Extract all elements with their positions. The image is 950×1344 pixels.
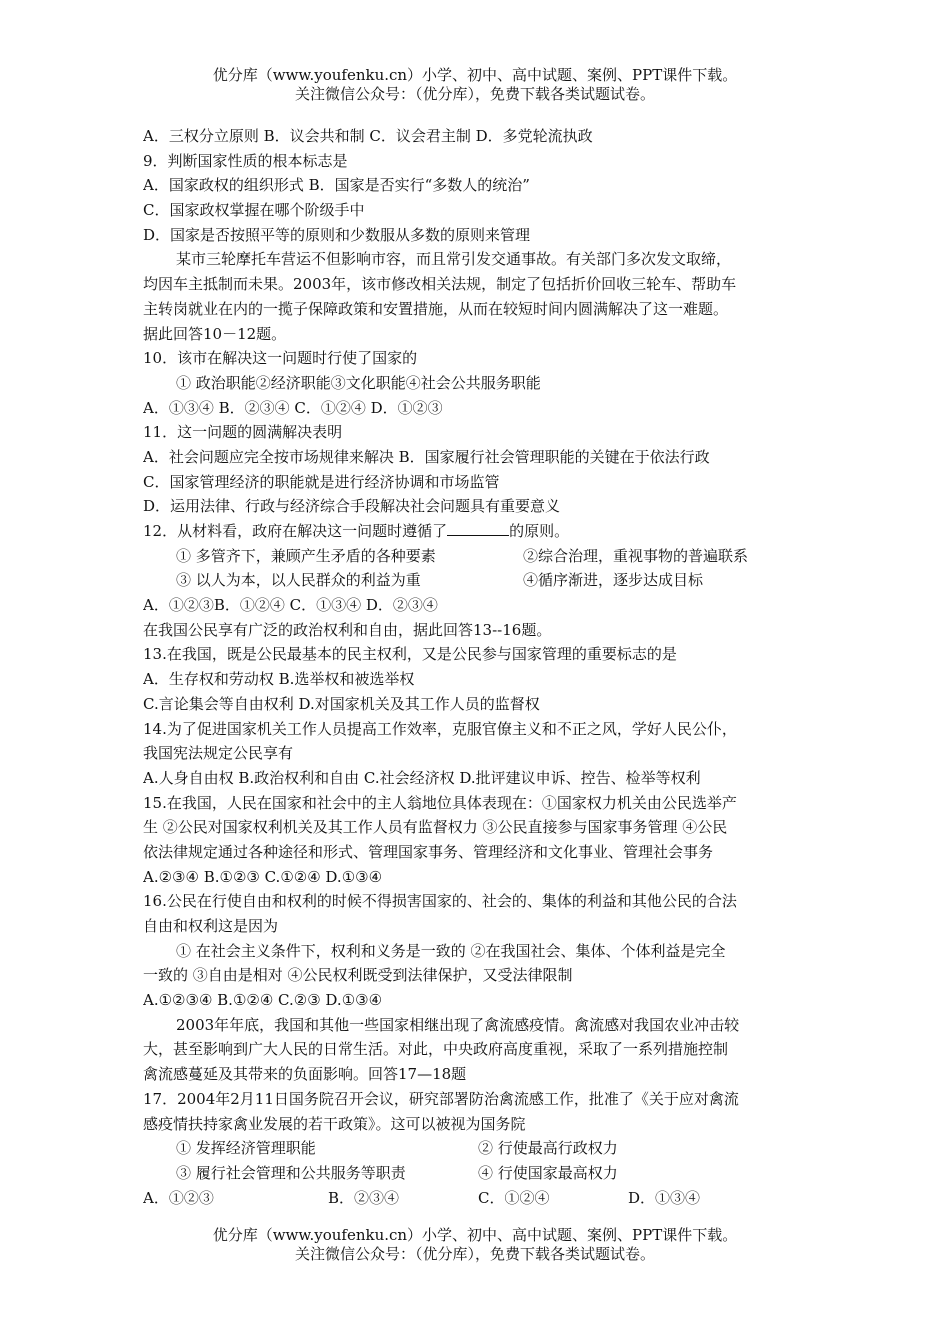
fill-in-blank <box>447 521 509 536</box>
q17-stem-line-2: 感疫情扶持家禽业发展的若干政策》。这可以被视为国务院 <box>143 1114 526 1133</box>
question-body <box>143 124 808 1210</box>
q15-stem-line-1: 15.在我国，人民在国家和社会中的主人翁地位具体表现在：①国家权力机关由公民选举产 <box>143 793 737 812</box>
q12-item-3: ③ 以人为本，以人民群众的利益为重 <box>176 571 421 590</box>
q10-stem: 10．该市在解决这一问题时行使了国家的 <box>143 349 418 368</box>
q13-option-ab: A．生存权和劳动权 B.选举权和被选举权 <box>143 670 415 689</box>
material-1-line-2: 均因车主抵制而未果。2003年，该市修改相关法规，制定了包括折价回收三轮车、帮助车 <box>143 275 737 294</box>
q17-items-row-2 <box>143 1161 808 1186</box>
q15-stem-line-2: 生 ②公民对国家权利机关及其工作人员有监督权力 ③公民直接参与国家事务管理 ④公民 <box>143 818 728 837</box>
material-1-line-3: 主转岗就业在内的一揽子保障政策和安置措施，从而在较短时间内圆满解决了这一难题。 <box>143 299 729 318</box>
q11-option-ab: A．社会问题应完全按市场规律来解决 B．国家履行社会管理职能的关键在于依法行政 <box>143 447 710 466</box>
page-header <box>0 66 950 104</box>
q12-item-2: ②综合治理，重视事物的普遍联系 <box>523 546 749 565</box>
q8-options: A．三权分立原则 B．议会共和制 C．议会君主制 D．多党轮流执政 <box>143 127 593 145</box>
material-3-line-1: 2003年年底，我国和其他一些国家相继出现了禽流感疫情。禽流感对我国农业冲击较 <box>176 1015 740 1034</box>
q12-items-row-1 <box>143 544 808 569</box>
footer-line-2: 关注微信公众号：（优分库），免费下载各类试题试卷。 <box>294 1245 655 1263</box>
q17-options <box>143 1186 808 1211</box>
q16-stem-line-2: 自由和权利这是因为 <box>143 917 279 935</box>
q12-stem-text: 12．从材料看，政府在解决这一问题时遵循了 <box>143 522 448 540</box>
header-line-2: 关注微信公众号：（优分库），免费下载各类试题试卷。 <box>294 85 655 103</box>
q11-stem: 11．这一问题的圆满解决表明 <box>143 423 343 442</box>
q10-items: ① 政治职能②经济职能③文化职能④社会公共服务职能 <box>176 373 541 392</box>
q17-stem-line-1: 17．2004年2月11日国务院召开会议，研究部署防治禽流感工作，批准了《关于应对禽流 <box>143 1089 739 1108</box>
q17-option-b: B．②③④ <box>328 1188 400 1207</box>
q15-stem-line-3: 依法律规定通过各种途径和形式、管理国家事务、管理经济和文化事业、管理社会事务 <box>143 842 714 861</box>
q17-item-2: ② 行使最高行政权力 <box>478 1139 618 1158</box>
q9-option-c: C．国家政权掌握在哪个阶级手中 <box>143 201 365 220</box>
q17-item-4: ④ 行使国家最高权力 <box>478 1163 618 1182</box>
material-1-line-1: 某市三轮摩托车营运不但影响市容，而且常引发交通事故。有关部门多次发文取缔， <box>176 250 732 269</box>
q11-option-d: D．运用法律、行政与经济综合手段解决社会问题具有重要意义 <box>143 497 561 516</box>
q17-item-1: ① 发挥经济管理职能 <box>176 1139 316 1158</box>
material-1-line-4: 据此回答10－12题。 <box>143 324 287 343</box>
q12-stem-tail: 的原则。 <box>509 522 570 540</box>
q17-option-c: C．①②④ <box>478 1188 550 1207</box>
q17-items-row-1 <box>143 1136 808 1161</box>
q14-options: A.人身自由权 B.政治权利和自由 C.社会经济权 D.批评建议申诉、控告、检举等权利 <box>143 768 701 787</box>
q16-options: A.①②③④ B.①②④ C.②③ D.①③④ <box>143 991 383 1010</box>
page-footer <box>0 1226 950 1264</box>
material-3-line-2: 大，甚至影响到广大人民的日常生活。对此，中央政府高度重视，采取了一系列措施控制 <box>143 1040 729 1059</box>
q9-option-d: D．国家是否按照平等的原则和少数服从多数的原则来管理 <box>143 225 531 244</box>
q16-stem-line-1: 16.公民在行使自由和权利的时候不得损害国家的、社会的、集体的利益和其他公民的合法 <box>143 892 737 911</box>
q9-option-ab: A．国家政权的组织形式 B．国家是否实行“多数人的统治” <box>143 176 530 195</box>
q13-option-cd: C.言论集会等自由权利 D.对国家机关及其工作人员的监督权 <box>143 694 540 713</box>
q12-stem <box>143 519 808 544</box>
q17-item-3: ③ 履行社会管理和公共服务等职责 <box>176 1163 406 1182</box>
q14-stem-line-1: 14.为了促进国家机关工作人员提高工作效率，克服官僚主义和不正之风，学好人民公仆， <box>143 719 737 738</box>
q16-items-line-2: 一致的 ③自由是相对 ④公民权利既受到法律保护，又受法律限制 <box>143 966 573 985</box>
q12-options: A．①②③B．①②④ C．①③④ D．②③④ <box>143 596 438 615</box>
q12-items-row-2 <box>143 568 808 593</box>
q15-options: A.②③④ B.①②③ C.①②④ D.①③④ <box>143 867 383 886</box>
q12-item-1: ① 多管齐下，兼顾产生矛盾的各种要素 <box>176 546 436 565</box>
q16-items-line-1: ① 在社会主义条件下，权利和义务是一致的 ②在我国社会、集体、个体利益是完全 <box>176 941 726 960</box>
q10-options: A．①③④ B．②③④ C．①②④ D．①②③ <box>143 398 443 417</box>
q13-stem: 13.在我国，既是公民最基本的民主权利，又是公民参与国家管理的重要标志的是 <box>143 645 677 664</box>
footer-line-1: 优分库（www.youfenku.cn）小学、初中、高中试题、案例、PPT课件下载。 <box>212 1226 738 1244</box>
q14-stem-line-2: 我国宪法规定公民享有 <box>143 744 294 763</box>
q12-item-4: ④循序渐进，逐步达成目标 <box>523 571 704 590</box>
material-2: 在我国公民享有广泛的政治权利和自由，据此回答13--16题。 <box>143 620 552 639</box>
q17-option-a: A．①②③ <box>143 1188 214 1207</box>
q17-option-d: D．①③④ <box>628 1188 701 1207</box>
q9-stem: 9．判断国家性质的根本标志是 <box>143 151 348 170</box>
q11-option-c: C．国家管理经济的职能就是进行经济协调和市场监管 <box>143 472 500 491</box>
header-line-1: 优分库（www.youfenku.cn）小学、初中、高中试题、案例、PPT课件下载。 <box>212 66 738 84</box>
material-3-line-3: 禽流感蔓延及其带来的负面影响。回答17—18题 <box>143 1065 467 1084</box>
